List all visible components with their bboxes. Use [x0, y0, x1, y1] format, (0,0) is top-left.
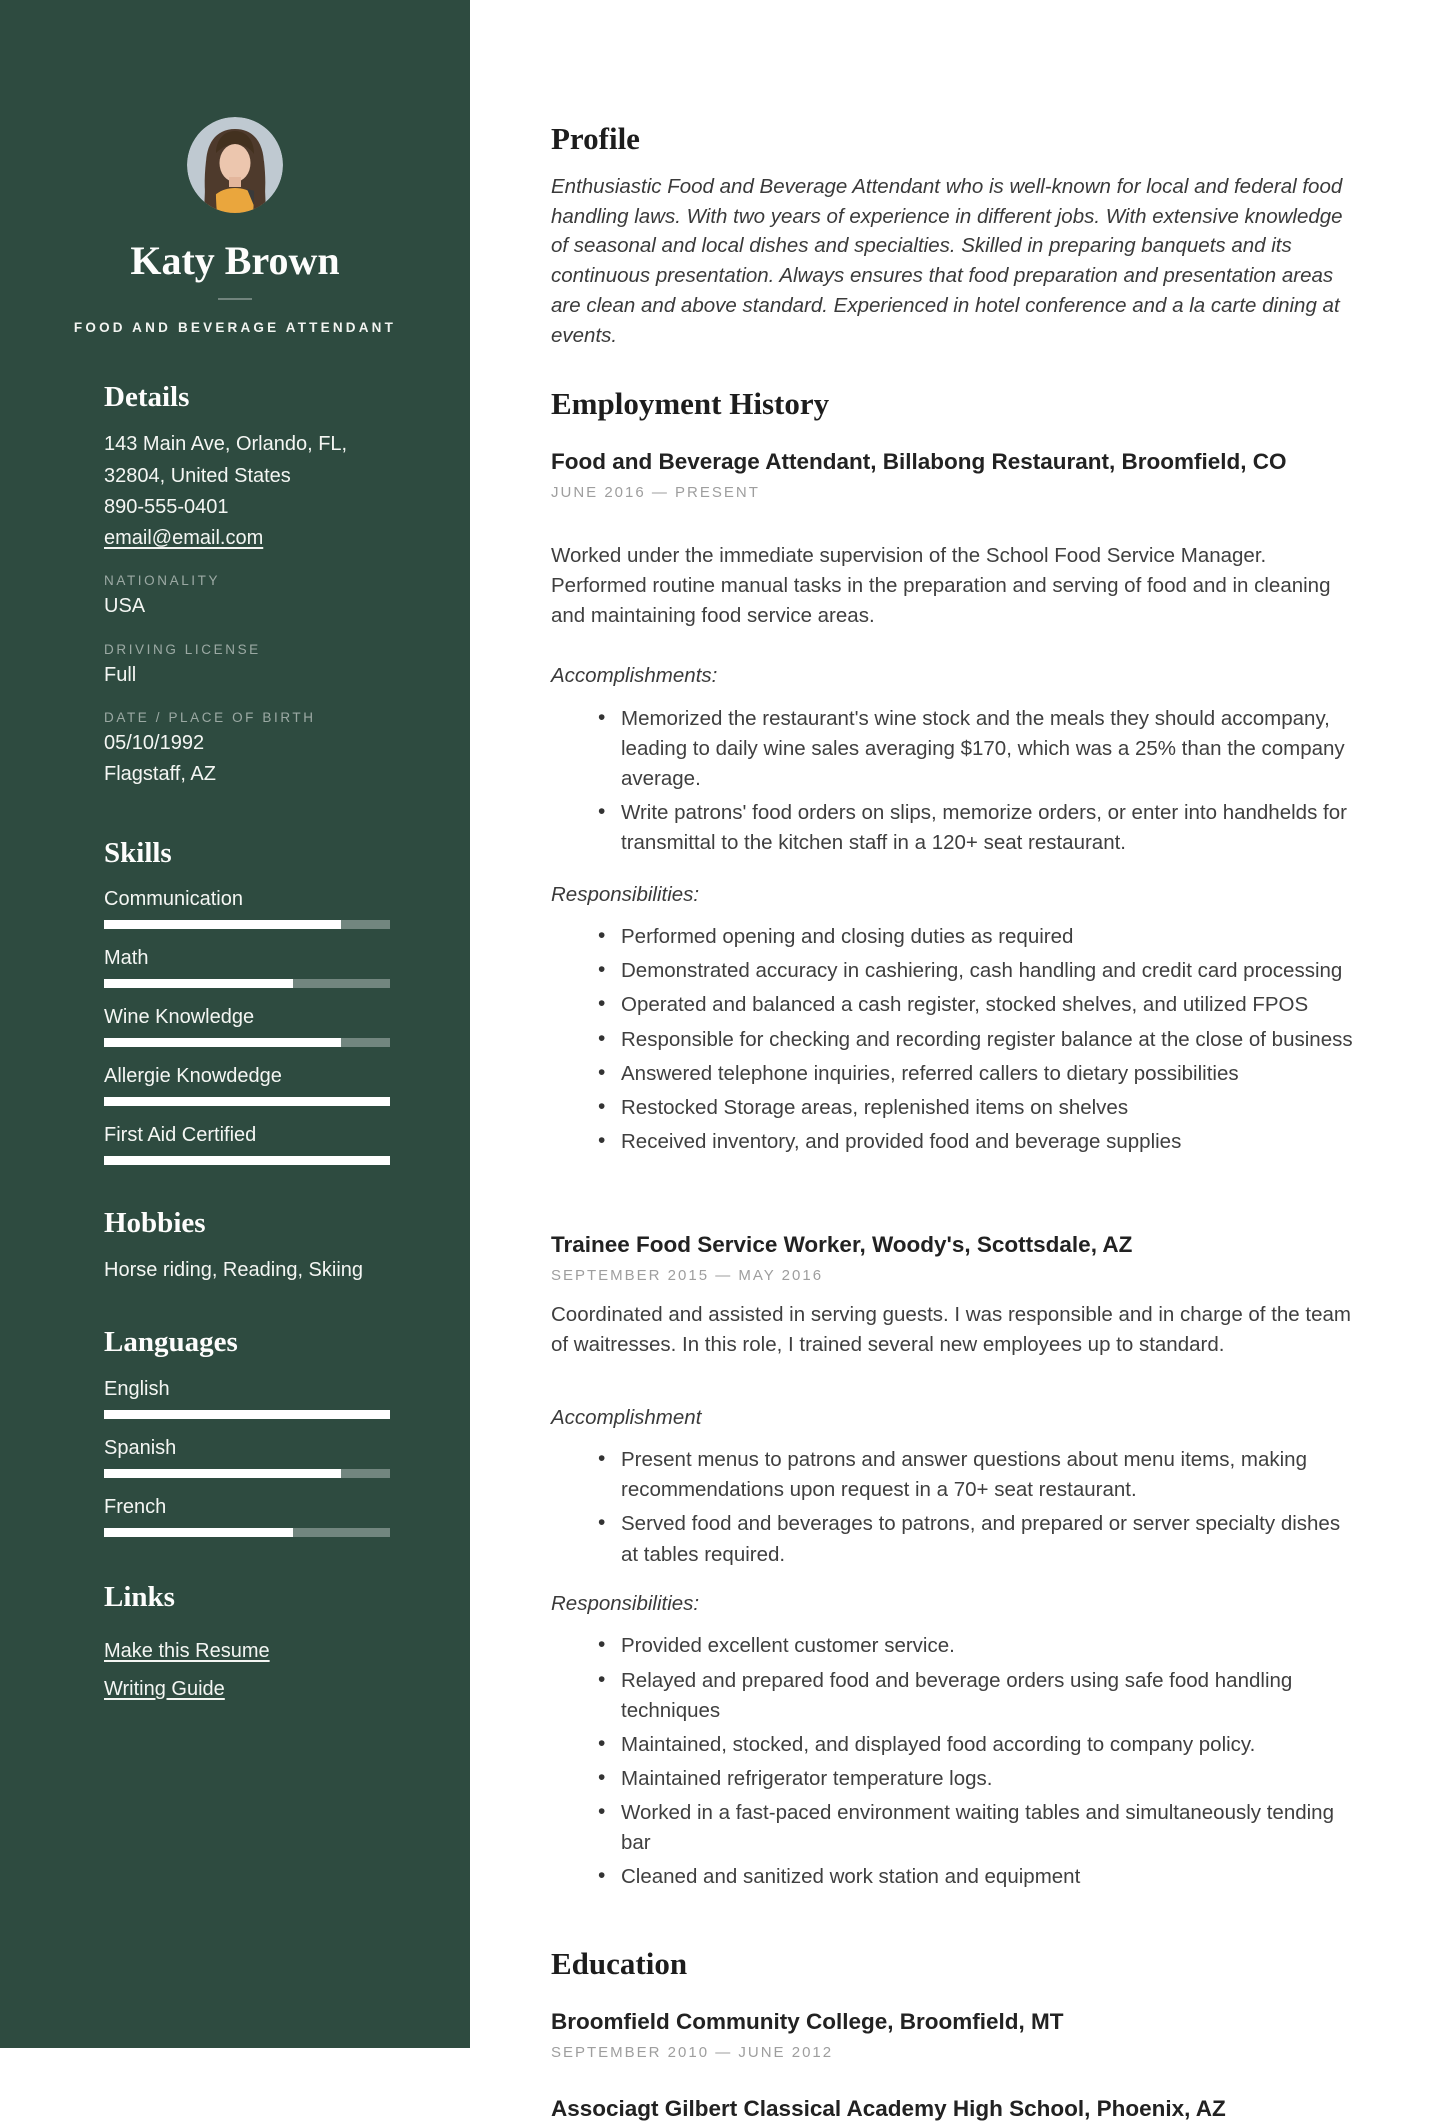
avatar	[187, 117, 283, 213]
email-link[interactable]: email@email.com	[104, 526, 264, 549]
address-line-1: 143 Main Ave, Orlando, FL,	[104, 433, 348, 456]
skill-bar-fill	[104, 979, 293, 988]
job-title: Food and Beverage Attendant, Billabong Restaurant, Broomfield, CO	[551, 448, 1287, 474]
education-title: Broomfield Community College, Broomfield, MT	[551, 2009, 1064, 2035]
list-item: • Cleaned and sanitized work station and equipment	[591, 1862, 1360, 1892]
list-item: • Operated and balanced a cash register, stocked shelves, and utilized FPOS	[591, 990, 1360, 1020]
skill-bar	[104, 920, 390, 929]
responsibilities-label: Responsibilities:	[551, 1591, 700, 1615]
responsibilities-list	[551, 922, 1360, 1157]
list-item: • Memorized the restaurant's wine stock and the meals they should accompany, leading to daily wine sales averaging $170, which was a 25% than the company average.	[591, 704, 1360, 794]
phone-number: 890-555-0401	[104, 495, 229, 518]
list-item: • Demonstrated accuracy in cashiering, cash handling and credit card processing	[591, 956, 1360, 986]
sidebar-header	[0, 117, 470, 335]
skill-bar	[104, 1156, 390, 1165]
language-label: Spanish	[104, 1436, 177, 1459]
address-line-2: 32804, United States	[104, 464, 291, 487]
list-item: • Received inventory, and provided food and beverage supplies	[591, 1127, 1360, 1157]
education-entry	[551, 2008, 1360, 2063]
language-bar-fill	[104, 1469, 341, 1478]
skill-bar	[104, 1097, 390, 1106]
education-section	[551, 1946, 1360, 2122]
name-divider	[218, 298, 252, 300]
details-heading: Details	[104, 381, 190, 413]
writing-guide-link[interactable]: Writing Guide	[104, 1678, 225, 1701]
accomplishments-list	[551, 1445, 1360, 1570]
responsibilities-list	[551, 1631, 1360, 1892]
language-item	[104, 1376, 392, 1419]
job-summary: Coordinated and assisted in serving guests. I was responsible and in charge of the team of waitresses. In this role, I trained several new employees up to standard.	[551, 1302, 1351, 1356]
skill-label: Allergie Knowdedge	[104, 1064, 282, 1087]
skill-bar-fill	[104, 1156, 390, 1165]
links-list	[104, 1628, 392, 1704]
education-title: Associagt Gilbert Classical Academy High School, Phoenix, AZ	[551, 2095, 1226, 2121]
links-section	[104, 1581, 392, 1704]
nationality-label: NATIONALITY	[104, 573, 221, 589]
list-item: • Maintained refrigerator temperature logs.	[591, 1764, 1360, 1794]
skill-bar-fill	[104, 1038, 341, 1047]
skill-item	[104, 945, 392, 988]
sidebar	[0, 0, 470, 2048]
skill-bar-fill	[104, 1097, 390, 1106]
skills-heading: Skills	[104, 836, 172, 869]
hobbies-heading: Hobbies	[104, 1206, 206, 1239]
list-item: • Write patrons' food orders on slips, memorize orders, or enter into handhelds for transmittal to the kitchen staff in a 120+ seat restaurant.	[591, 798, 1360, 858]
education-heading: Education	[551, 1946, 688, 1982]
skill-label: Communication	[104, 887, 243, 910]
skill-bar	[104, 1038, 390, 1047]
list-item: • Worked in a fast-paced environment waiting tables and simultaneously tending bar	[591, 1798, 1360, 1858]
list-item: • Present menus to patrons and answer questions about menu items, making recommendations upon request in a 70+ seat restaurant.	[591, 1445, 1360, 1505]
accomplishments-label: Accomplishment	[551, 1405, 702, 1429]
profile-section	[551, 121, 1360, 351]
languages-section	[104, 1326, 392, 1536]
skill-item	[104, 1122, 392, 1165]
education-entry	[551, 2095, 1360, 2123]
language-label: French	[104, 1495, 167, 1518]
profile-text: Enthusiastic Food and Beverage Attendant who is well-known for local and federal food handling laws. With two years of experience in different jobs. With extensive knowledge of seasonal and local dishes and specialties. Skilled in preparing banquets and its continuous presentation. Always ensures that food preparation and presentation areas are clean and above standard. Experienced in hotel conference and a la carte dining at events.	[551, 174, 1343, 348]
job-title: Trainee Food Service Worker, Woody's, Scottsdale, AZ	[551, 1232, 1133, 1258]
job-entry	[551, 1231, 1360, 1892]
driving-license-label: DRIVING LICENSE	[104, 641, 261, 657]
language-item	[104, 1435, 392, 1478]
skill-item	[104, 886, 392, 929]
education-dates: SEPTEMBER 2010 — JUNE 2012	[551, 2044, 834, 2062]
skill-label: Math	[104, 946, 149, 969]
language-bar	[104, 1469, 390, 1478]
list-item: • Relayed and prepared food and beverage orders using safe food handling techniques	[591, 1666, 1360, 1726]
skill-label: Wine Knowledge	[104, 1005, 255, 1028]
job-dates: SEPTEMBER 2015 — MAY 2016	[551, 1267, 824, 1285]
list-item: • Maintained, stocked, and displayed food according to company policy.	[591, 1730, 1360, 1760]
job-dates: JUNE 2016 — PRESENT	[551, 483, 760, 501]
list-item: • Served food and beverages to patrons, and prepared or server specialty dishes at tables required.	[591, 1509, 1360, 1569]
portrait-illustration	[187, 117, 283, 213]
language-label: English	[104, 1377, 170, 1400]
contact-block	[104, 429, 392, 554]
skill-bar-fill	[104, 920, 341, 929]
birth-date: 05/10/1992	[104, 732, 205, 755]
job-summary: Worked under the immediate supervision of the School Food Service Manager. Performed routine manual tasks in the preparation and serving of food and in cleaning and maintaining food service areas.	[551, 544, 1331, 628]
skill-item	[104, 1004, 392, 1047]
responsibilities-label: Responsibilities:	[551, 882, 700, 906]
skill-bar	[104, 979, 390, 988]
make-this-resume-link[interactable]: Make this Resume	[104, 1640, 270, 1663]
list-item: • Answered telephone inquiries, referred callers to dietary possibilities	[591, 1059, 1360, 1089]
skill-item	[104, 1063, 392, 1106]
profile-heading: Profile	[551, 121, 640, 156]
language-bar-fill	[104, 1410, 390, 1419]
resume-main	[470, 0, 1448, 2121]
nationality-value: USA	[104, 595, 146, 618]
hobbies-section	[104, 1207, 392, 1287]
language-bar-fill	[104, 1528, 293, 1537]
birth-place: Flagstaff, AZ	[104, 763, 216, 786]
skills-section	[104, 837, 392, 1165]
accomplishments-list	[551, 704, 1360, 859]
list-item: • Responsible for checking and recording register balance at the close of business	[591, 1025, 1360, 1055]
language-item	[104, 1494, 392, 1537]
list-item: • Provided excellent customer service.	[591, 1631, 1360, 1661]
person-name: Katy Brown	[130, 238, 340, 283]
birth-label: DATE / PLACE OF BIRTH	[104, 709, 316, 725]
details-section	[104, 381, 392, 791]
language-bar	[104, 1410, 390, 1419]
list-item: • Performed opening and closing duties as required	[591, 922, 1360, 952]
employment-section	[551, 386, 1360, 1892]
languages-heading: Languages	[104, 1326, 238, 1359]
hobbies-text: Horse riding, Reading, Skiing	[104, 1259, 364, 1282]
driving-license-value: Full	[104, 663, 137, 686]
list-item: • Restocked Storage areas, replenished items on shelves	[591, 1093, 1360, 1123]
links-heading: Links	[104, 1580, 175, 1613]
language-bar	[104, 1528, 390, 1537]
person-role: FOOD AND BEVERAGE ATTENDANT	[73, 320, 397, 335]
employment-heading: Employment History	[551, 386, 830, 422]
accomplishments-label: Accomplishments:	[551, 664, 718, 688]
skill-label: First Aid Certified	[104, 1123, 257, 1146]
job-entry	[551, 448, 1360, 1157]
